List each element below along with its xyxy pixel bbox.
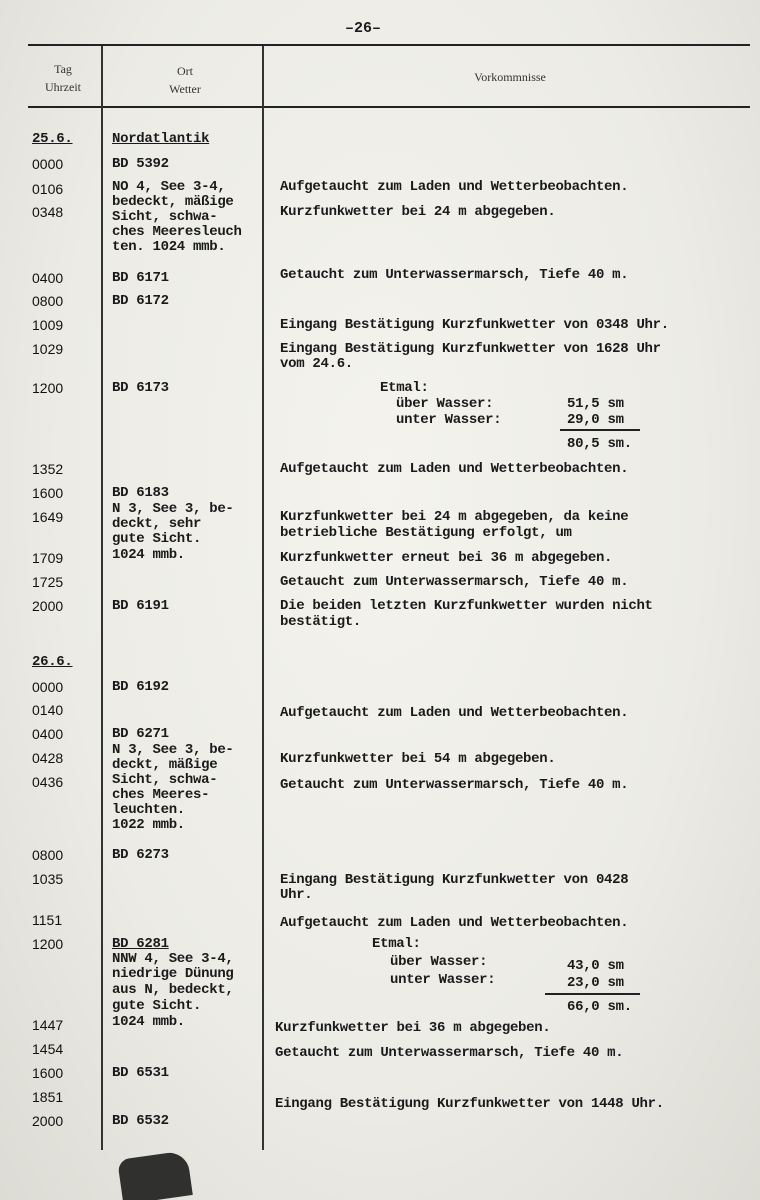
ort-cell: Sicht, schwa-	[112, 772, 218, 788]
header-vorkommnisse: Vorkommnisse	[474, 70, 546, 84]
event-text: Kurzfunkwetter bei 54 m abgegeben.	[280, 751, 556, 767]
event-text: Getaucht zum Unterwassermarsch, Tiefe 40 m.	[280, 267, 629, 283]
time-cell: 1200	[32, 936, 64, 952]
etmal-label: Etmal:	[380, 380, 429, 396]
header-uhrzeit: Uhrzeit	[45, 80, 81, 94]
time-cell: 1709	[32, 550, 64, 566]
ort-cell: BD 6271	[112, 726, 169, 742]
time-cell: 0800	[32, 847, 64, 863]
etmal-under-label: unter Wasser:	[390, 972, 496, 988]
time-cell: 1851	[32, 1089, 64, 1105]
event-text: Aufgetaucht zum Laden und Wetterbeobachten.	[280, 461, 629, 477]
header-ort-wetter	[140, 62, 230, 98]
event-text: Getaucht zum Unterwassermarsch, Tiefe 40 m.	[280, 574, 629, 590]
time-cell: 1200	[32, 380, 64, 396]
header-wetter: Wetter	[169, 82, 201, 96]
etmal-total-value: 66,0 sm.	[567, 999, 632, 1015]
event-text: Getaucht zum Unterwassermarsch, Tiefe 40 m.	[280, 777, 629, 793]
event-text: Kurzfunkwetter erneut bei 36 m abgegeben.	[280, 550, 613, 566]
etmal-over-value: 51,5 sm	[567, 396, 624, 412]
ort-cell: niedrige Dünung	[112, 966, 234, 982]
event-text: Eingang Bestätigung Kurzfunkwetter von 1448 Uhr.	[275, 1096, 664, 1112]
thumb-smudge	[117, 1150, 193, 1200]
time-cell: 0000	[32, 679, 64, 695]
event-text: betriebliche Bestätigung erfolgt, um	[280, 525, 572, 541]
time-cell: 1725	[32, 574, 64, 590]
time-cell: 2000	[32, 598, 64, 614]
ort-cell: ches Meeresleuch	[112, 224, 242, 240]
time-cell: 0400	[32, 270, 64, 286]
etmal-over-value: 43,0 sm	[567, 958, 624, 974]
ort-cell: gute Sicht.	[112, 998, 202, 1014]
event-text: Die beiden letzten Kurzfunkwetter wurden nicht	[280, 598, 653, 614]
time-cell: 2000	[32, 1113, 64, 1129]
ort-cell: deckt, sehr	[112, 516, 202, 532]
ort-cell: NO 4, See 3-4,	[112, 179, 226, 195]
header-ort: Ort	[177, 64, 193, 78]
ort-cell: BD 6171	[112, 270, 169, 286]
ort-cell: bedeckt, mäßige	[112, 194, 234, 210]
ort-cell: BD 6532	[112, 1113, 169, 1129]
event-text: Eingang Bestätigung Kurzfunkwetter von 1628 Uhr	[280, 341, 661, 357]
ort-cell: ten. 1024 mmb.	[112, 239, 226, 255]
event-text: bestätigt.	[280, 614, 362, 630]
event-text: Eingang Bestätigung Kurzfunkwetter von 0428	[280, 872, 629, 888]
ort-cell: deckt, mäßige	[112, 757, 218, 773]
event-text: Getaucht zum Unterwassermarsch, Tiefe 40 m.	[275, 1045, 624, 1061]
top-rule	[28, 44, 750, 46]
ort-cell: 1024 mmb.	[112, 1014, 185, 1030]
time-cell: 1600	[32, 485, 64, 501]
time-cell: 1009	[32, 317, 64, 333]
header-bottom-rule	[28, 106, 750, 108]
etmal-under-value: 29,0 sm	[567, 412, 624, 428]
time-cell: 1454	[32, 1041, 64, 1057]
ort-cell: Nordatlantik	[112, 131, 210, 147]
sum-rule	[545, 993, 640, 995]
column-divider-2	[262, 46, 264, 1150]
etmal-under-label: unter Wasser:	[396, 412, 502, 428]
event-text: vom 24.6.	[280, 356, 353, 372]
time-cell: 0436	[32, 774, 64, 790]
ort-cell: Sicht, schwa-	[112, 209, 218, 225]
time-cell: 0000	[32, 156, 64, 172]
ort-cell: BD 6192	[112, 679, 169, 695]
event-text: Aufgetaucht zum Laden und Wetterbeobachten.	[280, 915, 629, 931]
date-25-6: 25.6.	[32, 131, 73, 147]
ort-cell: NNW 4, See 3-4,	[112, 951, 234, 967]
time-cell: 1600	[32, 1065, 64, 1081]
time-cell: 1029	[32, 341, 64, 357]
event-text: Kurzfunkwetter bei 24 m abgegeben.	[280, 204, 556, 220]
ort-cell: BD 6191	[112, 598, 169, 614]
ort-cell: BD 6531	[112, 1065, 169, 1081]
etmal-over-label: über Wasser:	[396, 396, 494, 412]
date-26-6: 26.6.	[32, 654, 73, 670]
time-cell: 1035	[32, 871, 64, 887]
etmal-label: Etmal:	[372, 936, 421, 952]
time-cell: 0348	[32, 204, 64, 220]
ort-cell: leuchten.	[112, 802, 185, 818]
etmal-over-label: über Wasser:	[390, 954, 488, 970]
time-cell: 1447	[32, 1017, 64, 1033]
header-tag-uhrzeit	[30, 60, 96, 96]
ort-cell: BD 5392	[112, 156, 169, 172]
ort-cell: BD 6183	[112, 485, 169, 501]
column-divider-1	[101, 46, 103, 1150]
time-cell: 1649	[32, 509, 64, 525]
ort-cell: 1024 mmb.	[112, 547, 185, 563]
event-text: Aufgetaucht zum Laden und Wetterbeobachten.	[280, 705, 629, 721]
event-text: Aufgetaucht zum Laden und Wetterbeobachten.	[280, 179, 629, 195]
ort-cell: N 3, See 3, be-	[112, 501, 234, 517]
event-text: Kurzfunkwetter bei 24 m abgegeben, da keine	[280, 509, 629, 525]
time-cell: 1151	[32, 912, 63, 928]
etmal-under-value: 23,0 sm	[567, 975, 624, 991]
ort-cell: ches Meeres-	[112, 787, 210, 803]
event-text: Uhr.	[280, 887, 313, 903]
event-text: Kurzfunkwetter bei 36 m abgegeben.	[275, 1020, 551, 1036]
event-text: Eingang Bestätigung Kurzfunkwetter von 0348 Uhr.	[280, 317, 669, 333]
ort-cell: N 3, See 3, be-	[112, 742, 234, 758]
header-tag: Tag	[54, 62, 72, 76]
ort-cell: gute Sicht.	[112, 531, 202, 547]
page-number: –26–	[345, 20, 382, 37]
etmal-total-value: 80,5 sm.	[567, 436, 632, 452]
ort-cell: BD 6281	[112, 936, 169, 952]
time-cell: 0106	[32, 181, 64, 197]
time-cell: 1352	[32, 461, 64, 477]
sum-rule	[560, 429, 640, 431]
ort-cell: BD 6173	[112, 380, 169, 396]
time-cell: 0428	[32, 750, 64, 766]
time-cell: 0800	[32, 293, 64, 309]
ort-cell: BD 6273	[112, 847, 169, 863]
time-cell: 0400	[32, 726, 64, 742]
ort-cell: 1022 mmb.	[112, 817, 185, 833]
ort-cell: aus N, bedeckt,	[112, 982, 234, 998]
ort-cell: BD 6172	[112, 293, 169, 309]
time-cell: 0140	[32, 702, 64, 718]
